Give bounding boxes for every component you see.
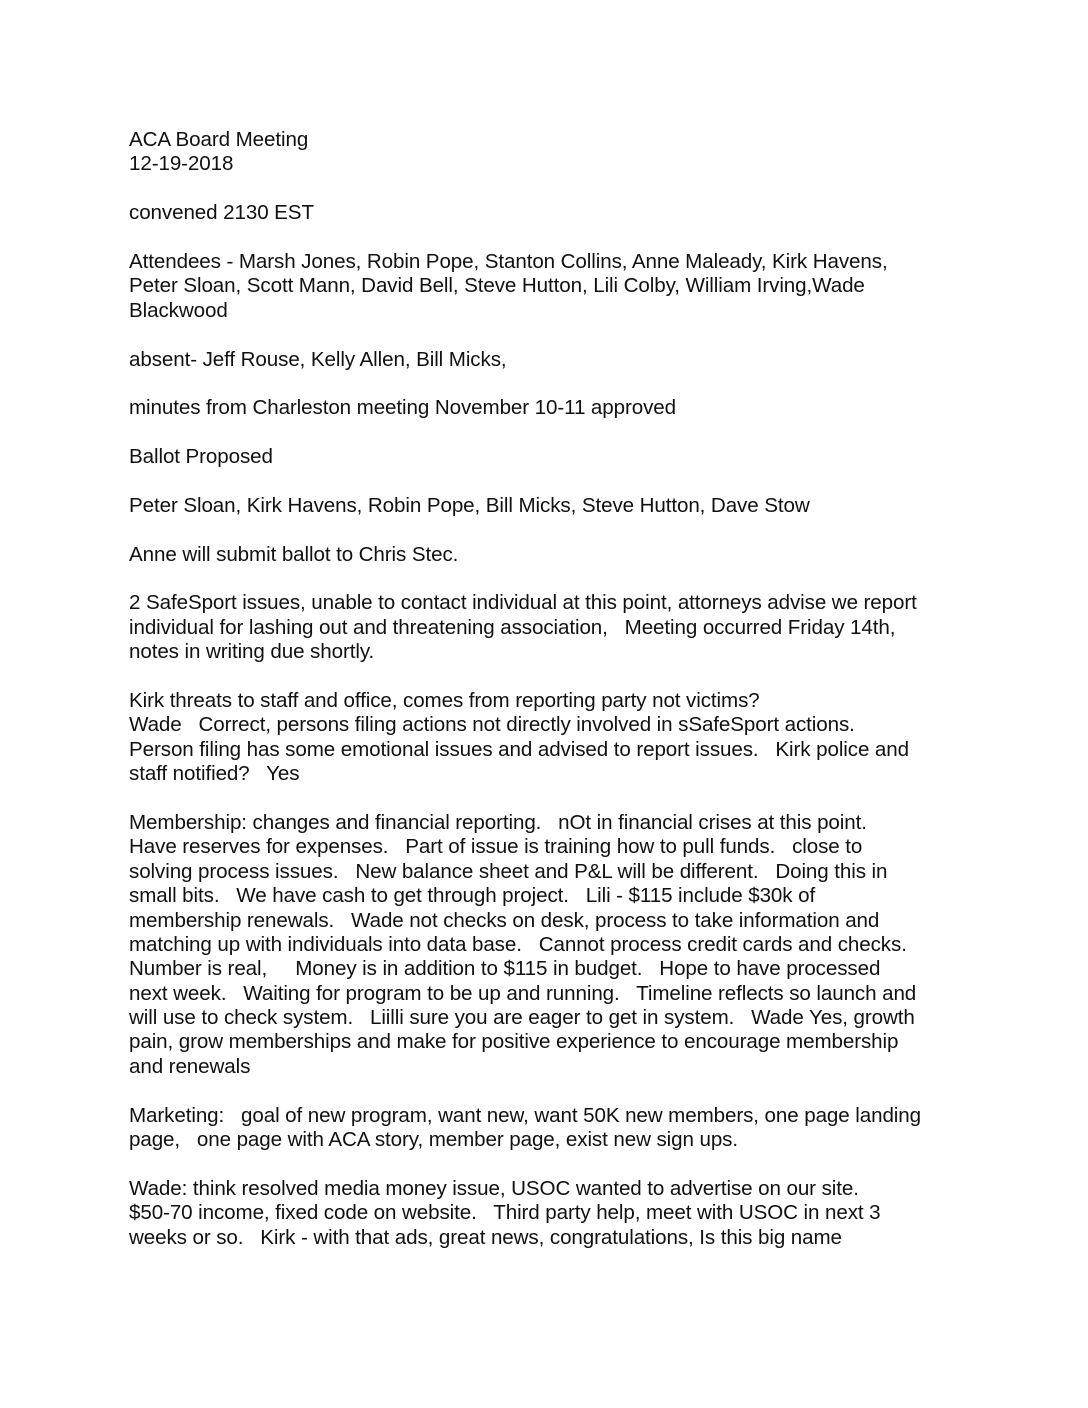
attendees-line: Peter Sloan, Scott Mann, David Bell, Steve Hutton, Lili Colby, William Irving,Wade (129, 274, 865, 298)
header-block (129, 128, 969, 177)
wade-media-line: Wade: think resolved media money issue, USOC wanted to advertise on our site. (129, 1176, 859, 1200)
convened-line: convened 2130 EST (129, 201, 314, 225)
ballot-submit-line: Anne will submit ballot to Chris Stec. (129, 542, 459, 566)
safesport-line: individual for lashing out and threatening association, Meeting occurred Friday 14th, (129, 615, 896, 639)
paragraph-gap (129, 226, 969, 250)
membership-line: and renewals (129, 1054, 251, 1078)
safesport-paragraph (129, 591, 969, 664)
kirk-threats-line: Kirk threats to staff and office, comes from reporting party not victims? (129, 688, 760, 712)
attendees-paragraph (129, 250, 969, 323)
wade-media-line: weeks or so. Kirk - with that ads, great news, congratulations, Is this big name (129, 1225, 842, 1249)
marketing-line: page, one page with ACA story, member page, exist new sign ups. (129, 1128, 738, 1152)
safesport-line: 2 SafeSport issues, unable to contact individual at this point, attorneys advise we report (129, 591, 917, 615)
membership-line: matching up with individuals into data base. Cannot process credit cards and checks. (129, 932, 907, 956)
paragraph-gap (129, 1079, 969, 1103)
marketing-line: Marketing: goal of new program, want new, want 50K new members, one page landing (129, 1103, 921, 1127)
kirk-threats-line: Wade Correct, persons filing actions not directly involved in sSafeSport actions. (129, 713, 855, 737)
wade-media-paragraph (129, 1177, 969, 1250)
membership-line: pain, grow memberships and make for positive experience to encourage membership (129, 1030, 899, 1054)
paragraph-gap (129, 787, 969, 811)
kirk-threats-paragraph (129, 689, 969, 787)
attendees-line: Attendees - Marsh Jones, Robin Pope, Stanton Collins, Anne Maleady, Kirk Havens, (129, 249, 888, 273)
membership-line: will use to check system. Liilli sure you are eager to get in system. Wade Yes, growth (129, 1006, 915, 1030)
paragraph-gap (129, 567, 969, 591)
membership-line: solving process issues. New balance sheet and P&L will be different. Doing this in (129, 859, 888, 883)
membership-paragraph (129, 811, 969, 1079)
kirk-threats-line: staff notified? Yes (129, 762, 300, 786)
paragraph-gap (129, 177, 969, 201)
paragraph-gap (129, 421, 969, 445)
paragraph-gap (129, 665, 969, 689)
minutes-approved-line: minutes from Charleston meeting November 10-11 approved (129, 396, 676, 420)
paragraph-gap (129, 469, 969, 493)
marketing-paragraph (129, 1104, 969, 1153)
paragraph-gap (129, 1152, 969, 1176)
document-date: 12-19-2018 (129, 152, 234, 176)
document-title: ACA Board Meeting (129, 128, 309, 151)
paragraph-gap (129, 518, 969, 542)
membership-line: Number is real, Money is in addition to $115 in budget. Hope to have processed (129, 957, 881, 981)
membership-line: Membership: changes and financial reporting. nOt in financial crises at this point. (129, 810, 867, 834)
absent-line: absent- Jeff Rouse, Kelly Allen, Bill Micks, (129, 347, 507, 371)
ballot-heading: Ballot Proposed (129, 445, 273, 469)
membership-line: next week. Waiting for program to be up and running. Timeline reflects so launch and (129, 981, 917, 1005)
attendees-line: Blackwood (129, 298, 228, 322)
paragraph-gap (129, 323, 969, 347)
wade-media-line: $50-70 income, fixed code on website. Third party help, meet with USOC in next 3 (129, 1201, 881, 1225)
membership-line: membership renewals. Wade not checks on desk, process to take information and (129, 908, 880, 932)
safesport-line: notes in writing due shortly. (129, 640, 375, 664)
membership-line: small bits. We have cash to get through project. Lili - $115 include $30k of (129, 884, 816, 908)
paragraph-gap (129, 372, 969, 396)
kirk-threats-line: Person filing has some emotional issues and advised to report issues. Kirk police and (129, 737, 909, 761)
ballot-names-line: Peter Sloan, Kirk Havens, Robin Pope, Bill Micks, Steve Hutton, Dave Stow (129, 493, 810, 517)
membership-line: Have reserves for expenses. Part of issue is training how to pull funds. close to (129, 835, 863, 859)
meeting-minutes-body (129, 128, 969, 1250)
